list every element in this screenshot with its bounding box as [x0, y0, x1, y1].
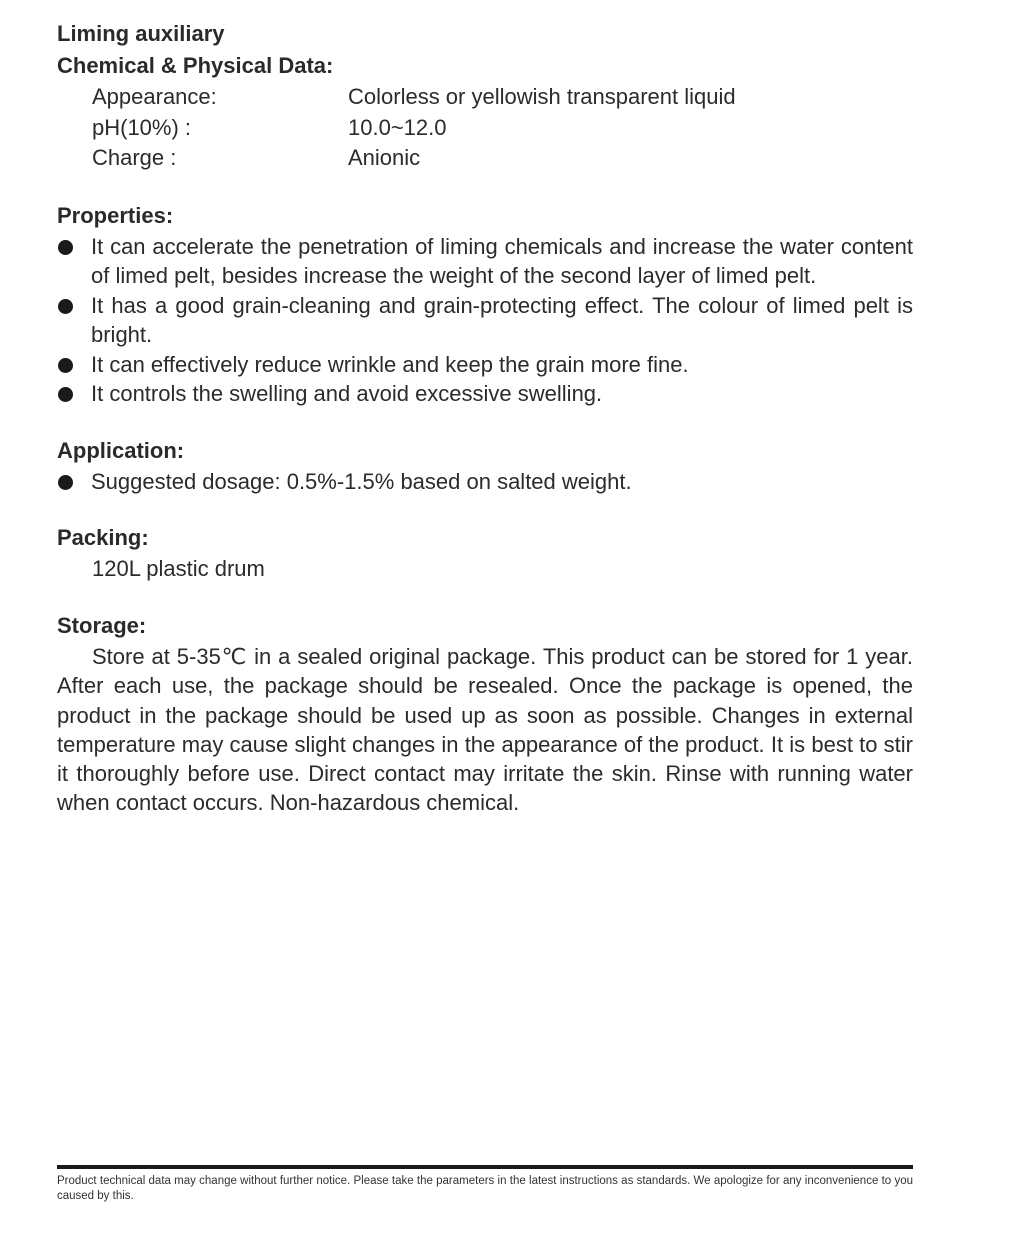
- bullet-icon: [58, 358, 73, 373]
- packing-heading: Packing:: [57, 525, 149, 550]
- row-label: Charge :: [92, 145, 177, 170]
- row-value: Anionic: [348, 145, 421, 170]
- footer-disclaimer: Product technical data may change without further notice. Please take the parameters in the latest instructions as standards. We apologize for any inconvenience to you caused by this.: [57, 1175, 913, 1202]
- chem-phys-row-ph: [57, 113, 913, 144]
- bullet-icon: [58, 475, 73, 490]
- chem-phys-row-appearance: [57, 82, 913, 113]
- row-label: pH(10%) :: [92, 114, 192, 140]
- bullet-icon: [58, 387, 73, 402]
- bullet-icon: [58, 299, 73, 314]
- chem-phys-row-charge: [57, 143, 913, 174]
- bullet-icon: [58, 240, 73, 255]
- list-item: It can effectively reduce wrinkle and keep the grain more fine.: [57, 350, 913, 380]
- packing-text: 120L plastic drum: [92, 556, 265, 581]
- chem-phys-heading: Chemical & Physical Data:: [57, 53, 334, 78]
- list-item: It controls the swelling and avoid excessive swelling.: [57, 379, 913, 409]
- storage-text: Store at 5-35℃ in a sealed original package. This product can be stored for 1 year. After each use, the package should be resealed. Once the package is opened, the product in the package should be used up as soon as possible. Changes in external temperature may cause slight changes in the appearance of the product. It is best to stir it thoroughly before use. Direct contact may irritate the skin. Rinse with running water when contact occurs. Non-hazardous chemical.: [57, 644, 913, 816]
- footer-divider: [57, 1165, 913, 1169]
- properties-list: [57, 232, 913, 409]
- storage-heading: Storage:: [57, 613, 147, 638]
- document-body: [57, 18, 913, 818]
- list-item: Suggested dosage: 0.5%-1.5% based on salted weight.: [57, 467, 913, 497]
- row-value: 10.0~12.0: [348, 114, 447, 140]
- product-name: Liming auxiliary: [57, 21, 225, 46]
- row-label: Appearance:: [92, 84, 217, 109]
- properties-heading: Properties:: [57, 202, 174, 228]
- list-item: It has a good grain-cleaning and grain-protecting effect. The colour of limed pelt is bright.: [57, 291, 913, 350]
- list-item: It can accelerate the penetration of liming chemicals and increase the water content of limed pelt, besides increase the weight of the second layer of limed pelt.: [57, 232, 913, 291]
- application-list: [57, 467, 913, 497]
- row-value: Colorless or yellowish transparent liquid: [348, 84, 736, 109]
- application-heading: Application:: [57, 437, 185, 463]
